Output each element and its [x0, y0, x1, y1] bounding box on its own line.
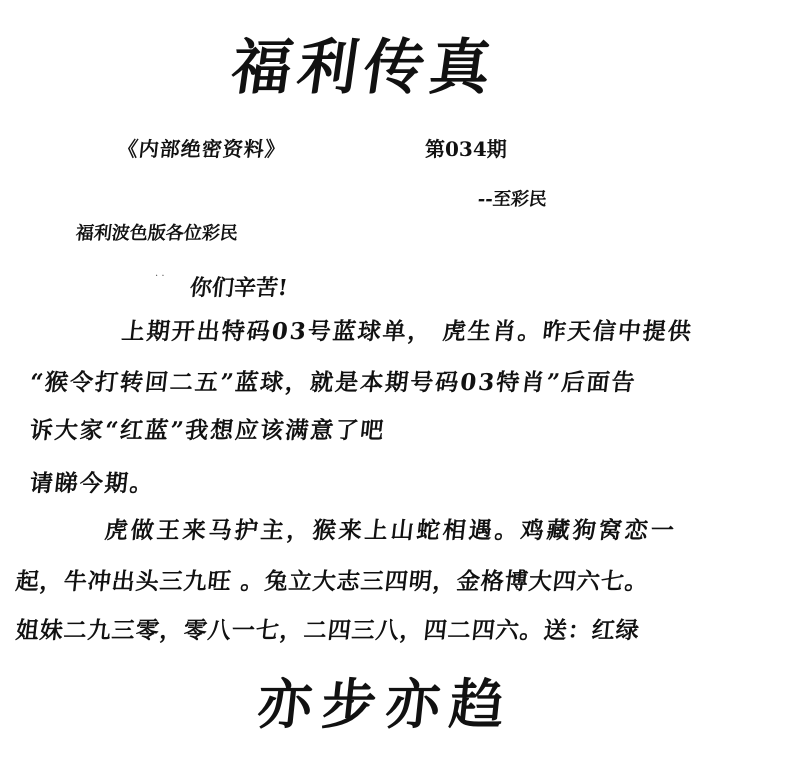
issue-number: 第034期 — [425, 137, 507, 161]
paragraph1-line1: 上期开出特码03号蓝球单， 虎生肖。昨天信中提供 — [120, 318, 695, 345]
paragraph1-line3: 诉大家“红蓝”我想应该满意了吧 — [28, 417, 387, 444]
paragraph1-line4: 请睇今期。 — [28, 470, 157, 497]
paragraph2-line2: 起，牛冲出头三九旺 。兔立大志三四明，金格博大四六七。 — [14, 568, 651, 595]
paragraph2-line3: 姐妹二九三零，零八一七，二四三八，四二四六。送：红绿 — [14, 617, 642, 644]
paragraph1-line2: “猴令打转回二五”蓝球，就是本期号码03特肖”后面告 — [28, 369, 638, 396]
paragraph2-line1: 虎做王来马护主，猴来上山蛇相遇。鸡藏狗窝恋一 — [103, 517, 679, 544]
document-title: 福利传真 — [227, 33, 501, 103]
footer-motto: 亦步亦趋 — [254, 672, 518, 736]
greeting-line: 你们辛苦! — [188, 275, 289, 301]
decorative-dots: . . — [155, 268, 165, 279]
audience-line: 福利波色版各位彩民 — [74, 223, 239, 244]
signoff-line: --至彩民 — [476, 189, 548, 210]
document-subtitle: 《内部绝密资料》 — [116, 137, 288, 161]
